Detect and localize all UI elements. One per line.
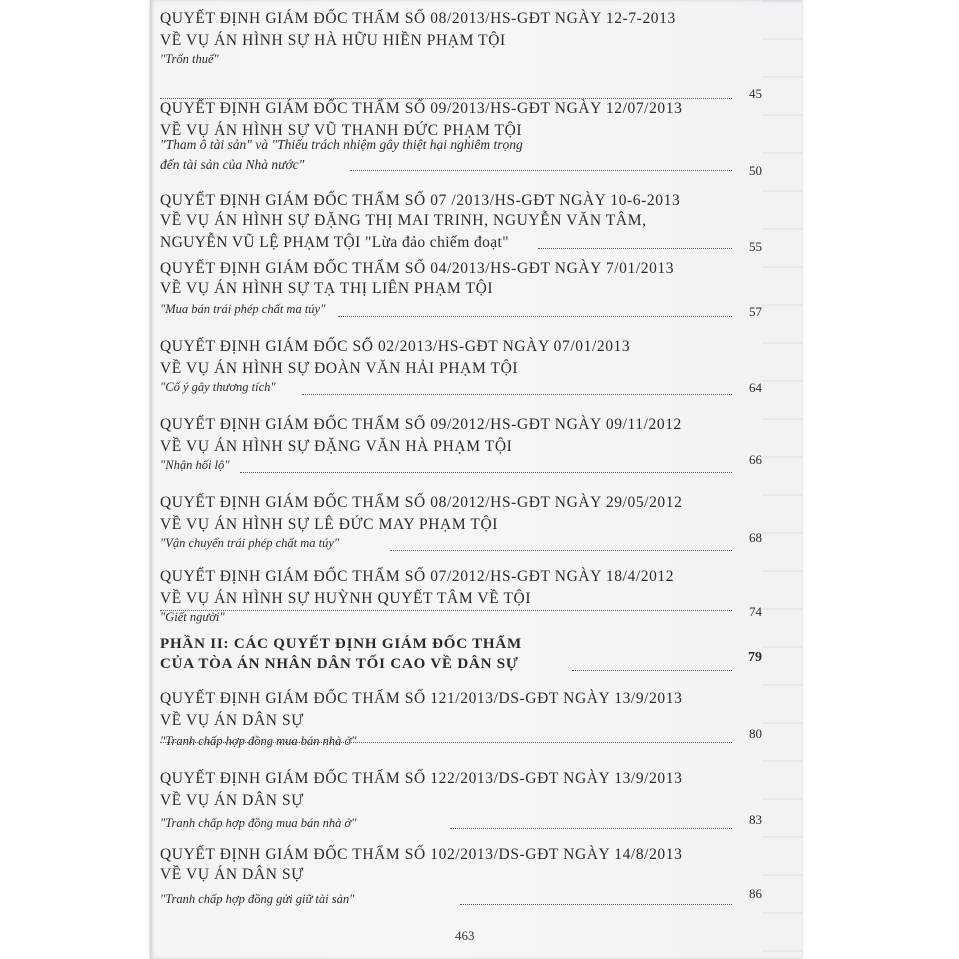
entry-offense: "Tham ô tài sản" và "Thiếu trách nhiệm gây thiệt hại nghiêm trọng — [160, 137, 523, 152]
entry-title-line2: VỀ VỤ ÁN HÌNH SỰ ĐẶNG VĂN HÀ PHẠM TỘI — [160, 438, 513, 455]
entry-offense: "Tranh chấp hợp đồng gửi giữ tài sản" — [160, 892, 355, 906]
dot-leader — [160, 610, 732, 611]
entry-page-number: 86 — [749, 886, 762, 901]
dot-leader — [390, 550, 732, 551]
entry-title-line2: VỀ VỤ ÁN DÂN SỰ — [160, 712, 304, 729]
entry-title-line2: VỀ VỤ ÁN HÌNH SỰ ĐẶNG THỊ MAI TRINH, NGUYỄN VĂN TÂM, — [160, 212, 647, 229]
entry-title-line2: VỀ VỤ ÁN HÌNH SỰ HÀ HỮU HIỀN PHẠM TỘI — [160, 32, 506, 49]
entry-title-line1: QUYẾT ĐỊNH GIÁM ĐỐC THẨM SỐ 09/2013/HS-GĐT NGÀY 12/07/2013 — [160, 100, 683, 117]
entry-page-number: 64 — [749, 380, 762, 395]
entry-offense: "Tranh chấp hợp đồng mua bán nhà ở" — [160, 816, 357, 830]
entry-title-line1: QUYẾT ĐỊNH GIÁM ĐỐC SỐ 02/2013/HS-GĐT NGÀY 07/01/2013 — [160, 338, 631, 355]
dot-leader — [450, 828, 732, 829]
entry-offense: "Cố ý gây thương tích" — [160, 380, 276, 394]
entry-title-line2: VỀ VỤ ÁN HÌNH SỰ VŨ THANH ĐỨC PHẠM TỘI — [160, 122, 523, 139]
entry-title-line1: QUYẾT ĐỊNH GIÁM ĐỐC THẨM SỐ 09/2012/HS-GĐT NGÀY 09/11/2012 — [160, 416, 682, 433]
entry-title-line2: VỀ VỤ ÁN DÂN SỰ — [160, 866, 304, 883]
dot-leader — [240, 472, 732, 473]
entry-page-number: 45 — [749, 86, 762, 101]
entry-page-number: 74 — [749, 604, 762, 619]
entry-offense: "Mua bán trái phép chất ma túy" — [160, 302, 326, 316]
dot-leader — [460, 904, 732, 905]
dot-leader — [350, 170, 732, 171]
entry-page-number: 68 — [749, 530, 762, 545]
entry-title-line1: QUYẾT ĐỊNH GIÁM ĐỐC THẨM SỐ 08/2013/HS-GĐT NGÀY 12-7-2013 — [160, 10, 676, 27]
entry-page-number: 50 — [749, 163, 762, 178]
part-title-line2: CỦA TÒA ÁN NHÂN DÂN TỐI CAO VỀ DÂN SỰ — [160, 656, 519, 672]
dot-leader — [538, 248, 732, 249]
part-title-line1: PHẦN II: CÁC QUYẾT ĐỊNH GIÁM ĐỐC THẨM — [160, 636, 522, 652]
entry-page-number: 80 — [749, 726, 762, 741]
page-number: 463 — [455, 928, 475, 943]
entry-title-line2: VỀ VỤ ÁN HÌNH SỰ ĐOÀN VĂN HẢI PHẠM TỘI — [160, 360, 519, 377]
entry-title-line1: QUYẾT ĐỊNH GIÁM ĐỐC THẨM SỐ 07/2012/HS-GĐT NGÀY 18/4/2012 — [160, 568, 675, 585]
table-of-contents — [160, 0, 780, 959]
entry-offense: "Nhận hối lộ" — [160, 458, 230, 472]
dot-leader — [302, 394, 732, 395]
entry-offense: "Trốn thuế" — [160, 52, 219, 66]
entry-page-number: 83 — [749, 812, 762, 827]
entry-title-line1: QUYẾT ĐỊNH GIÁM ĐỐC THẨM SỐ 07 /2013/HS-GĐT NGÀY 10-6-2013 — [160, 192, 681, 209]
entry-title-line1: QUYẾT ĐỊNH GIÁM ĐỐC THẨM SỐ 102/2013/DS-GĐT NGÀY 14/8/2013 — [160, 846, 683, 863]
entry-title-line2: VỀ VỤ ÁN DÂN SỰ — [160, 792, 304, 809]
entry-offense-cont: đến tài sản của Nhà nước" — [160, 157, 305, 172]
entry-offense: "Vận chuyển trái phép chất ma túy" — [160, 536, 340, 550]
dot-leader — [160, 742, 732, 743]
entry-title-line1: QUYẾT ĐỊNH GIÁM ĐỐC THẨM SỐ 122/2013/DS-GĐT NGÀY 13/9/2013 — [160, 770, 683, 787]
entry-title-line1: QUYẾT ĐỊNH GIÁM ĐỐC THẨM SỐ 121/2013/DS-GĐT NGÀY 13/9/2013 — [160, 690, 683, 707]
entry-page-number: 55 — [749, 239, 762, 254]
entry-title-line2: VỀ VỤ ÁN HÌNH SỰ LÊ ĐỨC MAY PHẠM TỘI — [160, 516, 499, 533]
entry-title-line1: QUYẾT ĐỊNH GIÁM ĐỐC THẨM SỐ 08/2012/HS-GĐT NGÀY 29/05/2012 — [160, 494, 683, 511]
entry-page-number: 57 — [749, 304, 762, 319]
part-page-number: 79 — [748, 650, 762, 665]
entry-title-line2: VỀ VỤ ÁN HÌNH SỰ TẠ THỊ LIÊN PHẠM TỘI — [160, 280, 494, 297]
dot-leader — [572, 670, 732, 671]
entry-page-number: 66 — [749, 452, 762, 467]
entry-title-line3: NGUYỄN VŨ LỆ PHẠM TỘI "Lừa đảo chiếm đoạt" — [160, 234, 509, 251]
entry-title-line2: VỀ VỤ ÁN HÌNH SỰ HUỲNH QUYẾT TÂM VỀ TỘI — [160, 590, 532, 607]
dot-leader — [160, 98, 732, 99]
entry-offense: "Giết người" — [160, 610, 225, 624]
entry-title-line1: QUYẾT ĐỊNH GIÁM ĐỐC THẨM SỐ 04/2013/HS-GĐT NGÀY 7/01/2013 — [160, 260, 675, 277]
dot-leader — [338, 316, 732, 317]
entry-offense: "Tranh chấp hợp đồng mua bán nhà ở" — [160, 734, 357, 748]
